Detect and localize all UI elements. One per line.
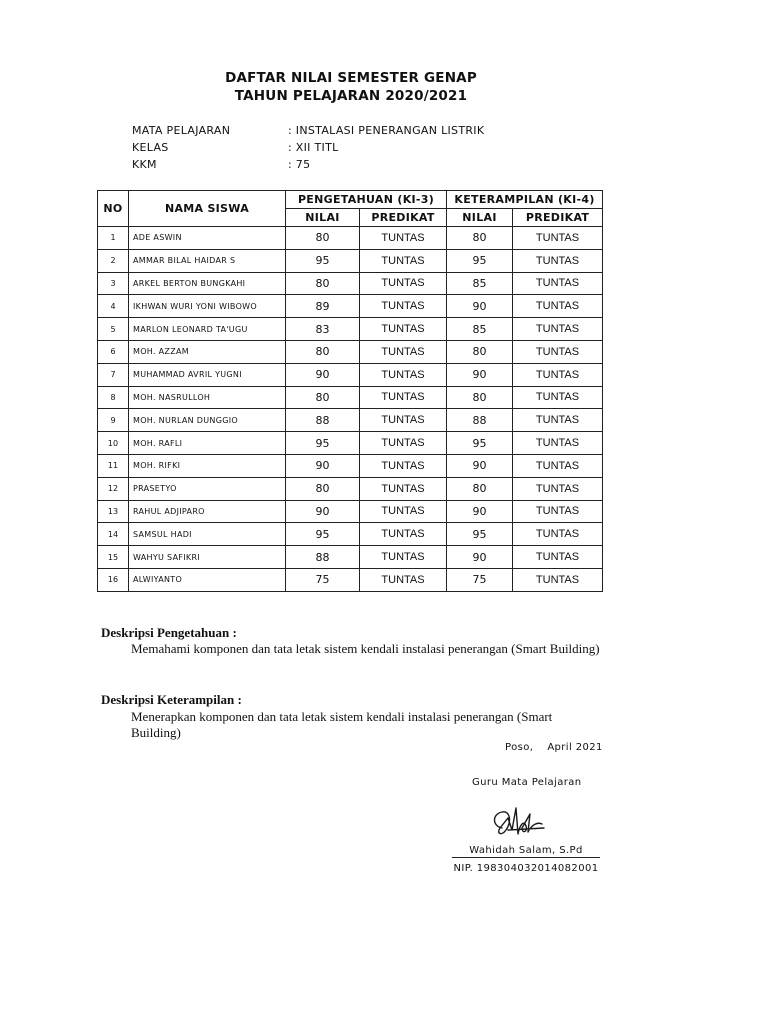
predikat-pengetahuan: TUNTAS	[360, 272, 447, 295]
keterampilan-heading: Deskripsi Keterampilan :	[101, 692, 242, 707]
table-row	[98, 227, 603, 250]
student-name: MOH. AZZAM	[129, 340, 286, 363]
predikat-keterampilan: TUNTAS	[513, 432, 603, 455]
predikat-pengetahuan: TUNTAS	[360, 454, 447, 477]
table-row	[98, 318, 603, 341]
predikat-keterampilan: TUNTAS	[513, 523, 603, 546]
nilai-pengetahuan: 80	[286, 386, 360, 409]
nilai-pengetahuan: 90	[286, 454, 360, 477]
predikat-keterampilan: TUNTAS	[513, 477, 603, 500]
student-name: ARKEL BERTON BUNGKAHI	[129, 272, 286, 295]
nilai-pengetahuan: 80	[286, 272, 360, 295]
nilai-keterampilan: 95	[447, 249, 513, 272]
predikat-keterampilan: TUNTAS	[513, 500, 603, 523]
predikat-pengetahuan: TUNTAS	[360, 227, 447, 250]
header-predikat: PREDIKAT	[513, 209, 603, 227]
row-no: 7	[98, 363, 129, 386]
signer-name: Wahidah Salam, S.Pd	[452, 845, 600, 858]
header-nilai: NILAI	[447, 209, 513, 227]
nilai-keterampilan: 85	[447, 272, 513, 295]
header-name: NAMA SISWA	[129, 191, 286, 227]
student-name: MARLON LEONARD TA'UGU	[129, 318, 286, 341]
table-row	[98, 249, 603, 272]
predikat-pengetahuan: TUNTAS	[360, 568, 447, 591]
meta-value: : 75	[288, 158, 311, 171]
predikat-pengetahuan: TUNTAS	[360, 295, 447, 318]
student-name: AMMAR BILAL HAIDAR S	[129, 249, 286, 272]
nilai-keterampilan: 80	[447, 477, 513, 500]
nilai-pengetahuan: 80	[286, 227, 360, 250]
nilai-keterampilan: 90	[447, 295, 513, 318]
meta-label: KELAS	[132, 141, 169, 154]
row-no: 2	[98, 249, 129, 272]
predikat-keterampilan: TUNTAS	[513, 249, 603, 272]
table-row	[98, 454, 603, 477]
nilai-pengetahuan: 95	[286, 523, 360, 546]
student-name: RAHUL ADJIPARO	[129, 500, 286, 523]
table-row	[98, 568, 603, 591]
signer-nip: NIP. 198304032014082001	[453, 863, 599, 874]
table-row	[98, 432, 603, 455]
predikat-keterampilan: TUNTAS	[513, 318, 603, 341]
nilai-keterampilan: 80	[447, 227, 513, 250]
nilai-pengetahuan: 88	[286, 546, 360, 569]
predikat-pengetahuan: TUNTAS	[360, 386, 447, 409]
student-name: IKHWAN WURI YONI WIBOWO	[129, 295, 286, 318]
nilai-pengetahuan: 95	[286, 249, 360, 272]
predikat-keterampilan: TUNTAS	[513, 546, 603, 569]
row-no: 12	[98, 477, 129, 500]
predikat-pengetahuan: TUNTAS	[360, 340, 447, 363]
header-predikat: PREDIKAT	[360, 209, 447, 227]
table-row	[98, 546, 603, 569]
nilai-keterampilan: 90	[447, 454, 513, 477]
date: April 2021	[547, 742, 603, 753]
predikat-keterampilan: TUNTAS	[513, 340, 603, 363]
row-no: 16	[98, 568, 129, 591]
nilai-keterampilan: 85	[447, 318, 513, 341]
table-row	[98, 409, 603, 432]
grades-table	[97, 190, 603, 592]
place: Poso,	[505, 742, 534, 753]
student-name: PRASETYO	[129, 477, 286, 500]
table-row	[98, 295, 603, 318]
header-nilai: NILAI	[286, 209, 360, 227]
row-no: 15	[98, 546, 129, 569]
predikat-keterampilan: TUNTAS	[513, 295, 603, 318]
student-name: MOH. NURLAN DUNGGIO	[129, 409, 286, 432]
keterampilan-text: Menerapkan komponen dan tata letak sistem kendali instalasi penerangan (Smart Building)	[131, 709, 553, 740]
predikat-keterampilan: TUNTAS	[513, 272, 603, 295]
table-row	[98, 523, 603, 546]
predikat-pengetahuan: TUNTAS	[360, 409, 447, 432]
student-name: MOH. RIFKI	[129, 454, 286, 477]
pengetahuan-heading: Deskripsi Pengetahuan :	[101, 625, 237, 640]
nilai-keterampilan: 90	[447, 363, 513, 386]
nilai-pengetahuan: 80	[286, 340, 360, 363]
nilai-keterampilan: 80	[447, 340, 513, 363]
document-title: DAFTAR NILAI SEMESTER GENAP	[225, 70, 477, 86]
predikat-pengetahuan: TUNTAS	[360, 249, 447, 272]
predikat-pengetahuan: TUNTAS	[360, 500, 447, 523]
meta-value: : XII TITL	[288, 141, 339, 154]
meta-value: : INSTALASI PENERANGAN LISTRIK	[288, 124, 485, 137]
predikat-keterampilan: TUNTAS	[513, 386, 603, 409]
nilai-pengetahuan: 95	[286, 432, 360, 455]
student-name: ALWIYANTO	[129, 568, 286, 591]
meta-label: MATA PELAJARAN	[132, 124, 231, 137]
nilai-keterampilan: 95	[447, 523, 513, 546]
row-no: 6	[98, 340, 129, 363]
nilai-keterampilan: 80	[447, 386, 513, 409]
meta-label: KKM	[132, 158, 157, 171]
row-no: 9	[98, 409, 129, 432]
student-name: ADE ASWIN	[129, 227, 286, 250]
predikat-pengetahuan: TUNTAS	[360, 477, 447, 500]
predikat-pengetahuan: TUNTAS	[360, 432, 447, 455]
predikat-keterampilan: TUNTAS	[513, 409, 603, 432]
signer-role: Guru Mata Pelajaran	[472, 777, 582, 788]
nilai-pengetahuan: 90	[286, 363, 360, 386]
nilai-pengetahuan: 90	[286, 500, 360, 523]
predikat-pengetahuan: TUNTAS	[360, 523, 447, 546]
student-name: MOH. NASRULLOH	[129, 386, 286, 409]
place-date	[505, 742, 603, 753]
nilai-keterampilan: 95	[447, 432, 513, 455]
nilai-pengetahuan: 88	[286, 409, 360, 432]
table-row	[98, 500, 603, 523]
document-subtitle: TAHUN PELAJARAN 2020/2021	[234, 88, 468, 104]
row-no: 13	[98, 500, 129, 523]
predikat-keterampilan: TUNTAS	[513, 568, 603, 591]
nilai-pengetahuan: 89	[286, 295, 360, 318]
meta-class	[132, 141, 339, 154]
meta-kkm	[132, 158, 310, 171]
header-keterampilan: KETERAMPILAN (KI-4)	[447, 191, 603, 209]
nilai-pengetahuan: 80	[286, 477, 360, 500]
nilai-keterampilan: 88	[447, 409, 513, 432]
predikat-keterampilan: TUNTAS	[513, 363, 603, 386]
nilai-pengetahuan: 75	[286, 568, 360, 591]
predikat-pengetahuan: TUNTAS	[360, 546, 447, 569]
student-name: SAMSUL HADI	[129, 523, 286, 546]
table-row	[98, 363, 603, 386]
table-row	[98, 272, 603, 295]
row-no: 14	[98, 523, 129, 546]
nilai-keterampilan: 90	[447, 500, 513, 523]
predikat-keterampilan: TUNTAS	[513, 227, 603, 250]
student-name: WAHYU SAFIKRI	[129, 546, 286, 569]
row-no: 3	[98, 272, 129, 295]
header-no: NO	[98, 191, 129, 227]
row-no: 5	[98, 318, 129, 341]
row-no: 4	[98, 295, 129, 318]
nilai-keterampilan: 90	[447, 546, 513, 569]
row-no: 11	[98, 454, 129, 477]
table-row	[98, 477, 603, 500]
predikat-pengetahuan: TUNTAS	[360, 318, 447, 341]
row-no: 10	[98, 432, 129, 455]
predikat-pengetahuan: TUNTAS	[360, 363, 447, 386]
header-pengetahuan: PENGETAHUAN (KI-3)	[286, 191, 447, 209]
nilai-keterampilan: 75	[447, 568, 513, 591]
row-no: 1	[98, 227, 129, 250]
student-name: MOH. RAFLI	[129, 432, 286, 455]
table-row	[98, 386, 603, 409]
row-no: 8	[98, 386, 129, 409]
predikat-keterampilan: TUNTAS	[513, 454, 603, 477]
pengetahuan-text: Memahami komponen dan tata letak sistem kendali instalasi penerangan (Smart Building)	[131, 641, 600, 656]
signature-icon	[488, 800, 550, 844]
table-row	[98, 340, 603, 363]
student-name: MUHAMMAD AVRIL YUGNI	[129, 363, 286, 386]
meta-subject	[132, 124, 484, 137]
nilai-pengetahuan: 83	[286, 318, 360, 341]
